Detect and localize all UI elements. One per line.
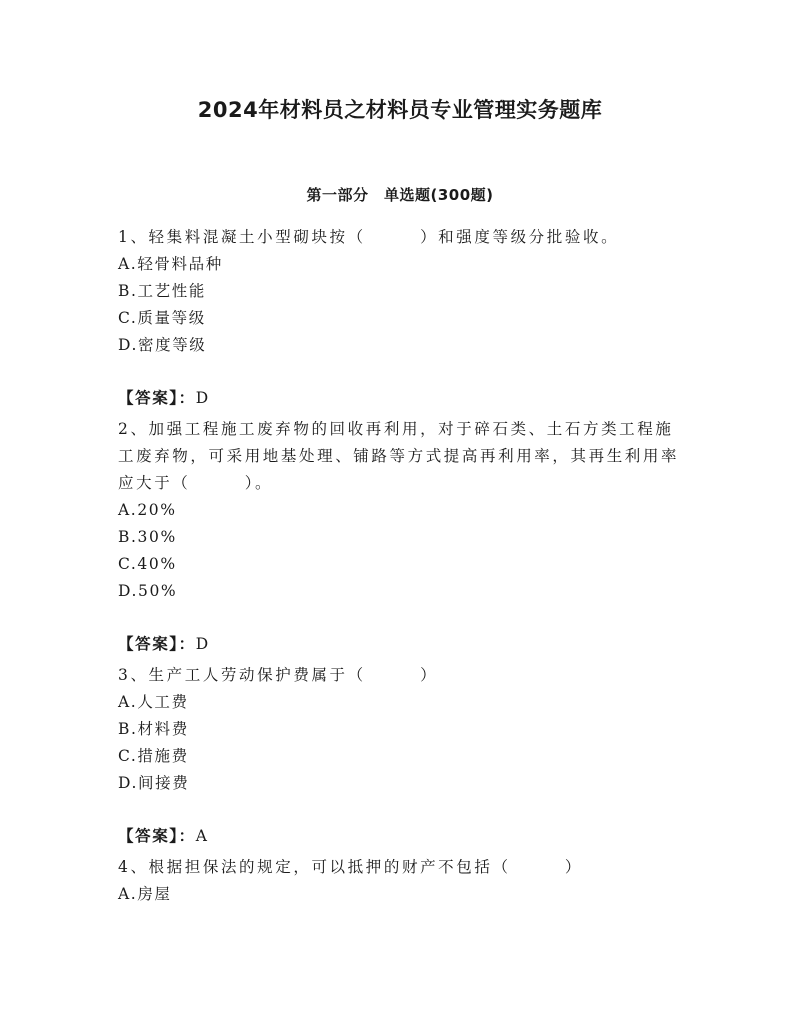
question-stem: 1、轻集料混凝土小型砌块按（ ）和强度等级分批验收。 bbox=[118, 228, 620, 246]
option-a: A.人工费 bbox=[118, 693, 189, 711]
question-stem: 4、根据担保法的规定，可以抵押的财产不包括（ ） bbox=[118, 858, 583, 876]
section-title: 第一部分 单选题(300题) bbox=[306, 186, 494, 204]
question-3 bbox=[118, 662, 688, 850]
answer-value: D bbox=[195, 389, 210, 407]
answer-label: 【答案】： bbox=[118, 389, 196, 407]
option-a: A.轻骨料品种 bbox=[118, 255, 223, 273]
option-c: C.质量等级 bbox=[118, 309, 206, 327]
option-c: C.40% bbox=[118, 555, 177, 573]
question-list bbox=[118, 224, 688, 908]
answer-value: A bbox=[195, 827, 209, 845]
option-c: C.措施费 bbox=[118, 747, 189, 765]
option-d: D.50% bbox=[118, 582, 178, 600]
answer-value: D bbox=[195, 635, 210, 653]
option-a: A.20% bbox=[118, 501, 177, 519]
option-b: B.材料费 bbox=[118, 720, 189, 738]
document-title: 2024年材料员之材料员专业管理实务题库 bbox=[197, 98, 603, 122]
option-d: D.密度等级 bbox=[118, 336, 207, 354]
question-stem: 2、加强工程施工废弃物的回收再利用，对于碎石类、土石方类工程施工废弃物，可采用地基处理、铺路等方式提高再利用率，其再生利用率应大于（ ）。 bbox=[118, 420, 680, 492]
answer-label: 【答案】： bbox=[118, 635, 196, 653]
question-stem: 3、生产工人劳动保护费属于（ ） bbox=[118, 666, 439, 684]
question-4 bbox=[118, 854, 688, 908]
question-2 bbox=[118, 416, 688, 658]
answer-line bbox=[118, 385, 688, 412]
answer-label: 【答案】： bbox=[118, 827, 196, 845]
option-a: A.房屋 bbox=[118, 885, 172, 903]
answer-line bbox=[118, 823, 688, 850]
option-d: D.间接费 bbox=[118, 774, 190, 792]
question-1 bbox=[118, 224, 688, 412]
option-b: B.工艺性能 bbox=[118, 282, 206, 300]
option-b: B.30% bbox=[118, 528, 177, 546]
answer-line bbox=[118, 631, 688, 658]
